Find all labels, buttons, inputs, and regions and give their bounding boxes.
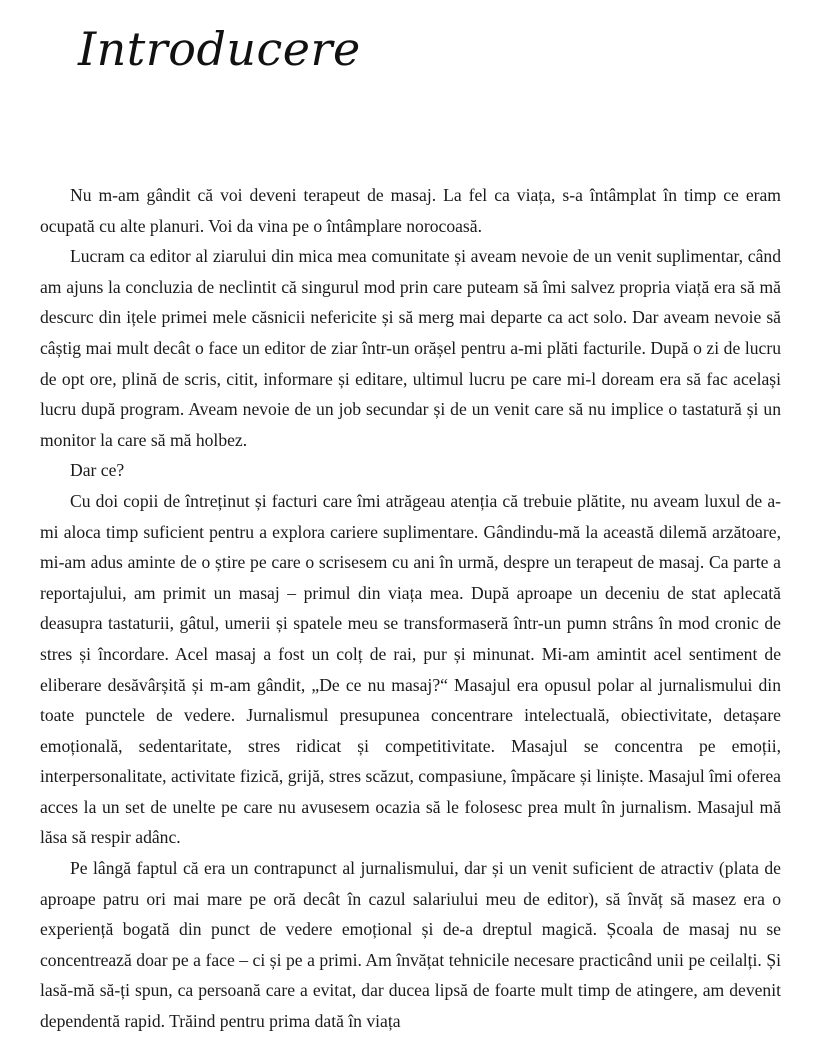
paragraph-5: Pe lângă faptul că era un contrapunct al jurnalismului, dar și un venit suficient de atractiv (plata de aproape patru ori mai mare pe oră decât în cazul salariului meu de editor), să învăț să masez era o experiență bogată din punct de vedere emoțional și de-a dreptul magică. Școala de masaj nu se concentrează doar pe a face – ci și pe a primi. Am învățat tehnicile necesare practicând unii pe ceilalți. Și lasă-mă să-ți spun, ca persoană care a evitat, dar ducea lipsă de foarte mult timp de atingere, am devenit dependentă rapid. Trăind pentru prima dată în viața xyxy=(40,858,781,1032)
paragraph-4: Cu doi copii de întreținut și facturi care îmi atrăgeau atenția că trebuie plătite, nu aveam luxul de a-mi aloca timp suficient pentru a explora cariere suplimentare. Gândindu-mă la această dilemă arzătoare, mi-am adus aminte de o știre pe care o scrisesem cu ani în urmă, despre un terapeut de masaj. Ca parte a reportajului, am primit un masaj – primul din viața mea. După aproape un deceniu de stat aplecată deasupra tastaturii, gâtul, umerii și spatele meu se transformaseră într-un pumn strâns în mod cronic de stres și încordare. Acel masaj a fost un colț de rai, pur și minunat. Mi-am amintit acel sentiment de eliberare desăvârșită și m-am gândit, „De ce nu masaj?“ Masajul era opusul polar al jurnalismului din toate punctele de vedere. Jurnalismul presupunea concentrare intelectuală, obiectivitate, detașare emoțională, sedentaritate, stres ridicat și competitivitate. Masajul se concentra pe emoții, interpersonalitate, activitate fizică, grijă, stres scăzut, compasiune, împăcare și liniște. Masajul îmi oferea acces la un set de unelte pe care nu avusesem ocazia să le folosesc prea mult în jurnalism. Masajul mă lăsa să respir adânc. xyxy=(40,490,781,848)
paragraph-3: Dar ce? xyxy=(70,460,125,481)
paragraph-2: Lucram ca editor al ziarului din mica mea comunitate și aveam nevoie de un venit suplimentar, când am ajuns la concluzia de neclintit că singurul mod prin care puteam să îmi salvez propria viață era să mă descurc din ițele primei mele căsnicii nefericite și să merg mai departe ca act solo. Dar aveam nevoie să câștig mai mult decât o face un editor de ziar într-un orășel pentru a-mi plăti facturile. După o zi de lucru de opt ore, plină de scris, citit, informare și editare, ultimul lucru pe care mi-l doream era să fac același lucru după program. Aveam nevoie de un job secundar și de un venit care să nu implice o tastatură și un monitor la care să mă holbez. xyxy=(40,246,781,450)
chapter-title: Introducere xyxy=(78,22,361,76)
paragraph-1: Nu m-am gândit că voi deveni terapeut de masaj. La fel ca viața, s-a întâmplat în timp ce eram ocupată cu alte planuri. Voi da vina pe o întâmplare norocoasă. xyxy=(40,185,781,236)
chapter-body xyxy=(40,180,781,1037)
